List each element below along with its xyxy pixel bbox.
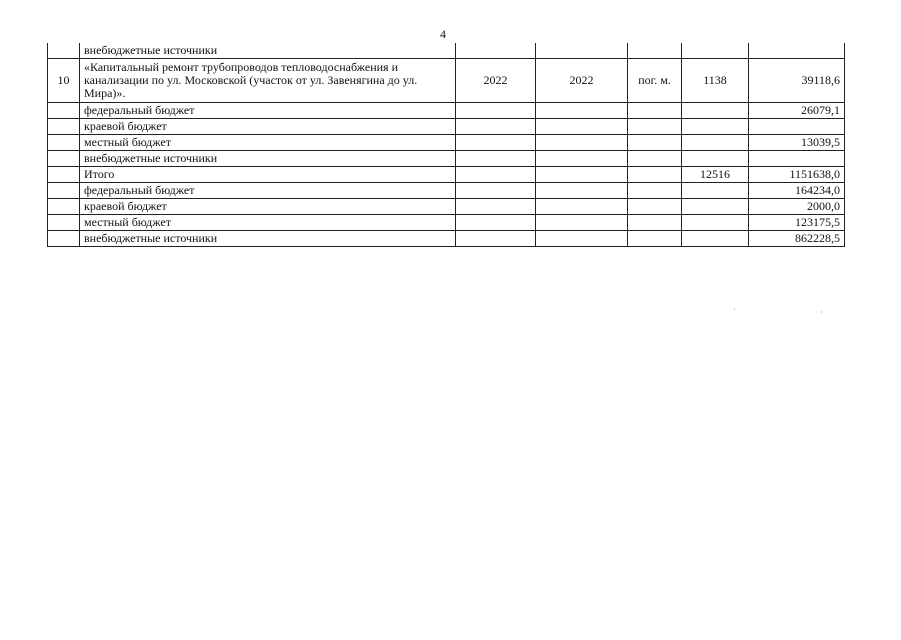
start-year-cell (456, 167, 536, 183)
start-year-cell (456, 151, 536, 167)
row-number-cell (48, 151, 80, 167)
row-number-cell (48, 199, 80, 215)
unit-cell (628, 199, 682, 215)
quantity-cell (682, 135, 749, 151)
quantity-cell (682, 231, 749, 247)
table-row (48, 103, 845, 119)
quantity-cell (682, 119, 749, 135)
unit-cell (628, 151, 682, 167)
start-year-cell (456, 231, 536, 247)
row-number-cell (48, 167, 80, 183)
row-number-cell (48, 215, 80, 231)
end-year-cell (536, 215, 628, 231)
amount-cell: 13039,5 (749, 135, 845, 151)
row-name-cell: федеральный бюджет (80, 103, 456, 119)
table-row (48, 231, 845, 247)
start-year-cell: 2022 (456, 59, 536, 103)
row-number-cell (48, 231, 80, 247)
budget-table (47, 43, 845, 247)
row-number-cell (48, 103, 80, 119)
unit-cell (628, 43, 682, 59)
end-year-cell: 2022 (536, 59, 628, 103)
table-body (48, 43, 845, 247)
end-year-cell (536, 199, 628, 215)
row-name-cell: «Капитальный ремонт трубопроводов тепловодоснабжения и канализации по ул. Московской (участок от ул. Завенягина до ул. Мира)». (80, 59, 456, 103)
scan-dot: · (733, 305, 736, 314)
start-year-cell (456, 183, 536, 199)
row-number-cell: 10 (48, 59, 80, 103)
amount-cell (749, 119, 845, 135)
start-year-cell (456, 103, 536, 119)
start-year-cell (456, 135, 536, 151)
quantity-cell (682, 151, 749, 167)
table-row (48, 151, 845, 167)
amount-cell (749, 43, 845, 59)
row-number-cell (48, 135, 80, 151)
unit-cell (628, 215, 682, 231)
quantity-cell (682, 199, 749, 215)
unit-cell (628, 167, 682, 183)
quantity-cell (682, 103, 749, 119)
table-row (48, 135, 845, 151)
table-row (48, 119, 845, 135)
amount-cell: 26079,1 (749, 103, 845, 119)
quantity-cell: 12516 (682, 167, 749, 183)
table-row (48, 43, 845, 59)
row-name-cell: краевой бюджет (80, 199, 456, 215)
quantity-cell (682, 43, 749, 59)
amount-cell: 2000,0 (749, 199, 845, 215)
row-number-cell (48, 183, 80, 199)
start-year-cell (456, 43, 536, 59)
quantity-cell (682, 183, 749, 199)
row-name-cell: внебюджетные источники (80, 43, 456, 59)
page-number: 4 (440, 27, 446, 41)
amount-cell: 39118,6 (749, 59, 845, 103)
table-row (48, 215, 845, 231)
end-year-cell (536, 151, 628, 167)
end-year-cell (536, 231, 628, 247)
row-number-cell (48, 119, 80, 135)
row-name-cell: федеральный бюджет (80, 183, 456, 199)
amount-cell (749, 151, 845, 167)
end-year-cell (536, 103, 628, 119)
row-name-cell: внебюджетные источники (80, 231, 456, 247)
end-year-cell (536, 135, 628, 151)
end-year-cell (536, 43, 628, 59)
unit-cell (628, 231, 682, 247)
start-year-cell (456, 199, 536, 215)
row-name-cell: Итого (80, 167, 456, 183)
scan-dot: · (820, 308, 823, 317)
row-name-cell: краевой бюджет (80, 119, 456, 135)
row-name-cell: местный бюджет (80, 135, 456, 151)
amount-cell: 164234,0 (749, 183, 845, 199)
end-year-cell (536, 119, 628, 135)
end-year-cell (536, 167, 628, 183)
unit-cell: пог. м. (628, 59, 682, 103)
quantity-cell (682, 215, 749, 231)
row-name-cell: внебюджетные источники (80, 151, 456, 167)
row-number-cell (48, 43, 80, 59)
row-name-cell: местный бюджет (80, 215, 456, 231)
start-year-cell (456, 119, 536, 135)
table-row (48, 167, 845, 183)
amount-cell: 123175,5 (749, 215, 845, 231)
unit-cell (628, 135, 682, 151)
table-row (48, 183, 845, 199)
unit-cell (628, 183, 682, 199)
unit-cell (628, 119, 682, 135)
unit-cell (628, 103, 682, 119)
amount-cell: 862228,5 (749, 231, 845, 247)
table-row (48, 59, 845, 103)
amount-cell: 1151638,0 (749, 167, 845, 183)
quantity-cell: 1138 (682, 59, 749, 103)
table-row (48, 199, 845, 215)
start-year-cell (456, 215, 536, 231)
end-year-cell (536, 183, 628, 199)
